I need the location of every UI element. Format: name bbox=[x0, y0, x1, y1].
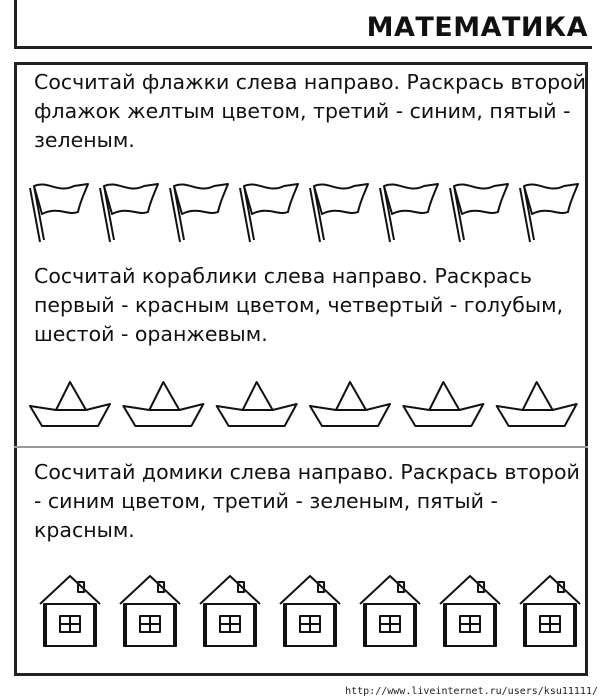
flag-icon bbox=[450, 184, 508, 242]
page-header bbox=[0, 0, 602, 52]
house-icon bbox=[40, 576, 100, 646]
task-flags-text: Сосчитай флажки слева направо. Раскрась второй флажок желтым цветом, третий - синим, пятый - зеленым. bbox=[34, 70, 586, 152]
source-url: http://www.liveinternet.ru/users/ksu11111/ bbox=[345, 686, 598, 697]
flags-row bbox=[24, 176, 584, 246]
paper-boat-icon bbox=[123, 382, 203, 426]
house-icon bbox=[520, 576, 580, 646]
paper-boat-icon bbox=[497, 382, 577, 426]
task-houses-text: Сосчитай домики слева направо. Раскрась второй - синим цветом, третий - зеленым, пятый - красным. bbox=[34, 460, 580, 542]
flag-icon bbox=[310, 184, 368, 242]
flag-icon bbox=[100, 184, 158, 242]
houses-row bbox=[24, 570, 584, 650]
house-icon bbox=[360, 576, 420, 646]
flag-icon bbox=[520, 184, 578, 242]
flag-icon bbox=[30, 184, 88, 242]
boats-row bbox=[24, 376, 584, 436]
flag-icon bbox=[240, 184, 298, 242]
paper-boat-icon bbox=[403, 382, 483, 426]
paper-boat-icon bbox=[30, 382, 110, 426]
flag-icon bbox=[170, 184, 228, 242]
task-boats-text: Сосчитай кораблики слева направо. Раскрась первый - красным цветом, четвертый - голубым, шестой - оранжевым. bbox=[34, 264, 564, 346]
section-divider bbox=[14, 446, 588, 448]
paper-boat-icon bbox=[217, 382, 297, 426]
flag-icon bbox=[380, 184, 438, 242]
house-icon bbox=[200, 576, 260, 646]
house-icon bbox=[440, 576, 500, 646]
house-icon bbox=[120, 576, 180, 646]
page-title: МАТЕМАТИКА bbox=[366, 12, 588, 43]
header-left-rule bbox=[14, 0, 17, 48]
house-icon bbox=[280, 576, 340, 646]
paper-boat-icon bbox=[310, 382, 390, 426]
header-bottom-rule bbox=[14, 46, 592, 49]
